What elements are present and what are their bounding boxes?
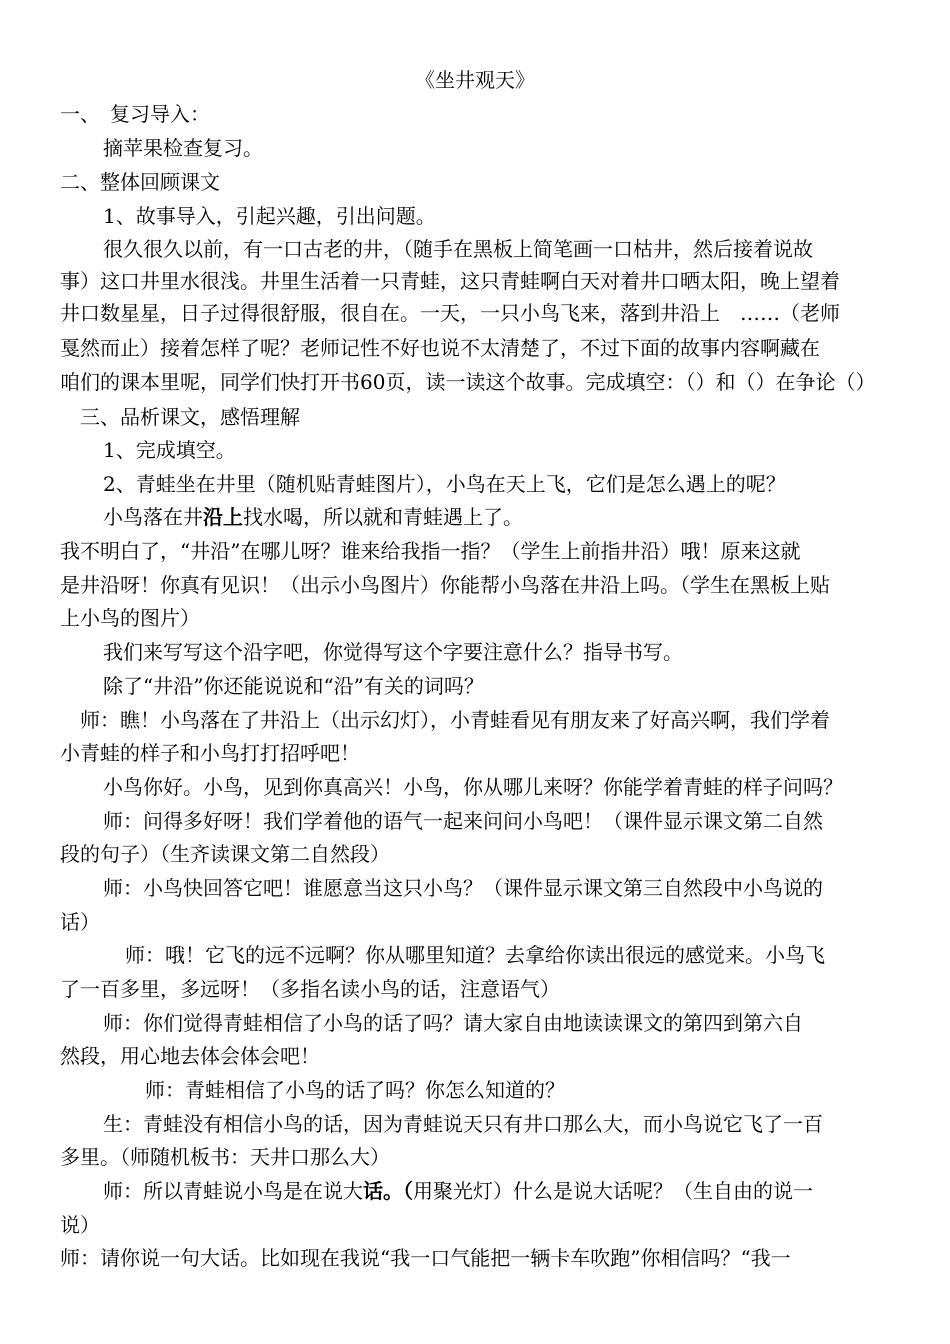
paragraph-line: 多里。（师随机板书：天井口那么大） bbox=[60, 1145, 390, 1169]
paragraph-line: 师：小鸟快回答它吧！谁愿意当这只小鸟？（课件显示课文第三自然段中小鸟说的 bbox=[103, 876, 823, 900]
paragraph-line: 除了“井沿”你还能说说和“沿”有关的词吗？ bbox=[103, 674, 484, 698]
section-heading: 二、整体回顾课文 bbox=[60, 170, 220, 194]
paragraph-line: 井口数星星，日子过得很舒服，很自在。一天，一只小鸟飞来，落到井沿上 ……（老师 bbox=[60, 301, 840, 325]
section-heading: 三、品析课文，感悟理解 bbox=[80, 405, 300, 429]
paragraph-line: 师：请你说一句大话。比如现在我说“我一口气能把一辆卡车吹跑”你相信吗？“我一 bbox=[60, 1246, 791, 1270]
paragraph-line: 师：问得多好呀！我们学着他的语气一起来问问小鸟吧！（课件显示课文第二自然 bbox=[103, 809, 823, 833]
paragraph-line: 话） bbox=[60, 910, 100, 934]
paragraph-line: 戛然而止）接着怎样了呢？老师记性不好也说不太清楚了，不过下面的故事内容啊藏在 bbox=[60, 336, 820, 360]
paragraph-line: 小鸟落在井沿上找水喝，所以就和青蛙遇上了。 bbox=[103, 505, 523, 529]
paragraph-line: 师：哦！它飞的远不远啊？你从哪里知道？去拿给你读出很远的感觉来。小鸟飞 bbox=[125, 943, 825, 967]
paragraph-line: 2、青蛙坐在井里（随机贴青蛙图片），小鸟在天上飞，它们是怎么遇上的呢？ bbox=[103, 472, 786, 496]
paragraph-line: 小青蛙的样子和小鸟打打招呼吧！ bbox=[60, 741, 360, 765]
paragraph-line: 我不明白了，“井沿”在哪儿呀？谁来给我指一指？（学生上前指井沿）哦！原来这就 bbox=[60, 539, 801, 563]
paragraph-line: 师：所以青蛙说小鸟是在说大话。（用聚光灯）什么是说大话呢？（生自由的说一 bbox=[103, 1179, 813, 1203]
paragraph-line: 很久很久以前，有一口古老的井，（随手在黑板上简笔画一口枯井，然后接着说故 bbox=[103, 237, 813, 261]
paragraph-line: 事）这口井里水很浅。井里生活着一只青蛙，这只青蛙啊白天对着井口晒太阳，晚上望着 bbox=[60, 269, 840, 293]
paragraph-line: 了一百多里，多远呀！（多指名读小鸟的话，注意语气） bbox=[60, 977, 560, 1001]
paragraph-line: 然段，用心地去体会体会吧！ bbox=[60, 1044, 320, 1068]
document-title: 《坐井观天》 bbox=[415, 68, 535, 92]
paragraph-line: 生：青蛙没有相信小鸟的话，因为青蛙说天只有井口那么大，而小鸟说它飞了一百 bbox=[103, 1112, 823, 1136]
paragraph-line: 咱们的课本里呢，同学们快打开书60页，读一读这个故事。完成填空：（）和（）在争论（） bbox=[60, 370, 876, 394]
paragraph-line: 段的句子）（生齐读课文第二自然段） bbox=[60, 842, 390, 866]
paragraph-line: 是井沿呀！你真有见识！（出示小鸟图片）你能帮小鸟落在井沿上吗。（学生在黑板上贴 bbox=[60, 573, 830, 597]
section-heading: 一、 复习导入： bbox=[60, 102, 210, 126]
paragraph-line: 1、故事导入，引起兴趣，引出问题。 bbox=[103, 204, 436, 228]
paragraph-line: 小鸟你好。小鸟，见到你真高兴！小鸟，你从哪儿来呀？你能学着青蛙的样子问吗？ bbox=[103, 775, 843, 799]
paragraph-line: 师：你们觉得青蛙相信了小鸟的话了吗？请大家自由地读读课文的第四到第六自 bbox=[103, 1011, 803, 1035]
paragraph-line: 摘苹果检查复习。 bbox=[103, 136, 263, 160]
paragraph-line: 1、完成填空。 bbox=[103, 438, 236, 462]
paragraph-line: 上小鸟的图片） bbox=[60, 606, 200, 630]
paragraph-line: 说） bbox=[60, 1213, 100, 1237]
paragraph-line: 师：青蛙相信了小鸟的话了吗？你怎么知道的？ bbox=[145, 1078, 565, 1102]
paragraph-line: 师：瞧！小鸟落在了井沿上（出示幻灯），小青蛙看见有朋友来了好高兴啊，我们学着 bbox=[80, 708, 830, 732]
paragraph-line: 我们来写写这个沿字吧，你觉得写这个字要注意什么？指导书写。 bbox=[103, 640, 683, 664]
